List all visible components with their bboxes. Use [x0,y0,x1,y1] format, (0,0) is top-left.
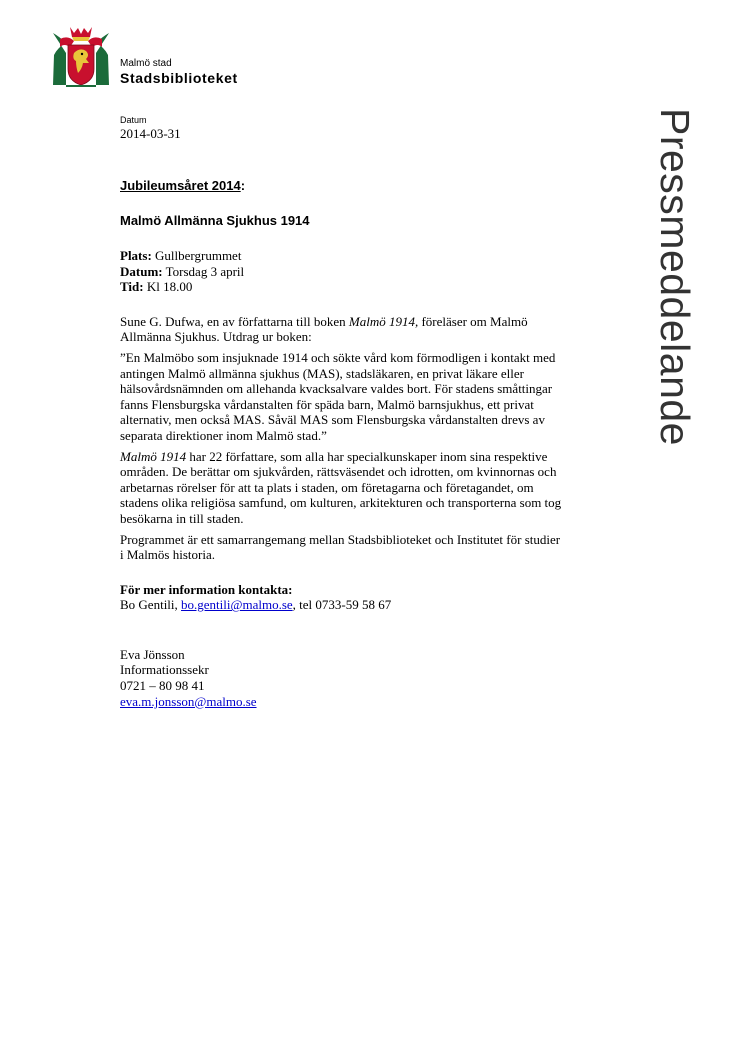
fact-time [120,279,565,295]
time-label: Tid: [120,279,144,295]
intro-text-start: Sune G. Dufwa, en av författarna till boken [120,313,349,329]
quote-paragraph: ”En Malmöbo som insjuknade 1914 och sökte vård kom förmodligen i kontakt med antingen Malmö allmänna sjukhus (MAS), stadsläkaren, en privat läkare eller hälsovårdsnämnden om allehanda kvacksalvare valdes bort. För stadens småttingar fanns Flensburgska vårdanstalten för späda barn, Malmö barnsjukhus, ett privat alternativ, men också MAS. Såväl MAS som Flensburgska vårdanstalten drevs av separata direktioner inom Malmö stad.” [120,349,556,443]
contact-phone: , tel 0733-59 58 67 [292,597,392,613]
signature-name: Eva Jönsson [120,646,185,662]
intro-paragraph [120,314,565,345]
article-title: Malmö Allmänna Sjukhus 1914 [120,213,310,228]
book-paragraph [120,449,565,527]
date-label: Datum [120,115,147,125]
org-city: Malmö stad [120,58,172,69]
signature-phone: 0721 – 80 98 41 [120,678,205,694]
jubilee-label: Jubileumsåret 2014 [120,178,241,193]
signature-title: Informationssekr [120,662,209,678]
contact-line [120,597,565,613]
jubilee-heading [120,177,565,194]
jubilee-colon: : [240,178,246,193]
contact-heading [120,582,565,598]
book-description: har 22 författare, som alla har specialkunskaper inom sina respektive områden. De berättar om sjukvården, rättsväsendet och idrotten, om kvinnornas och arbetarnas rörelser för att ta plats i staden, om företagarna och företagandet, om stadens olika religiösa samfund, om kulturen, arkitekturen och transporterna som tog besökarna in till staden. [120,448,562,526]
event-date-label: Datum: [120,263,163,279]
book-title: Malmö 1914 [120,448,187,464]
signature-email-link[interactable]: eva.m.jonsson@malmo.se [120,693,257,709]
intro-text-end: föreläser om Malmö Allmänna Sjukhus. Utdrag ur boken: [120,313,528,345]
organization-header [120,58,238,87]
contact-email-link[interactable]: bo.gentili@malmo.se [181,597,293,613]
event-facts [120,248,565,295]
article-body [120,177,565,709]
pressmeddelande-side-title: Pressmeddelande [652,108,698,446]
date-block [120,115,181,141]
org-name: Stadsbiblioteket [120,70,238,86]
time-value: Kl 18.00 [143,279,193,295]
contact-block [120,582,565,613]
event-date-value: Torsdag 3 april [162,263,245,279]
fact-date [120,264,565,280]
contact-name: Bo Gentili, [120,597,182,613]
date-value: 2014-03-31 [120,126,181,141]
program-paragraph: Programmet är ett samarrangemang mellan Stadsbiblioteket och Institutet för studier i Malmös historia. [120,531,561,563]
malmo-coat-of-arms-logo [52,25,110,87]
place-value: Gullbergrummet [151,248,242,263]
signature-block [120,647,565,709]
contact-heading-text: För mer information kontakta: [120,581,293,597]
fact-place [120,248,565,264]
intro-book-title: Malmö 1914, [348,313,419,329]
place-label: Plats: [120,248,152,263]
